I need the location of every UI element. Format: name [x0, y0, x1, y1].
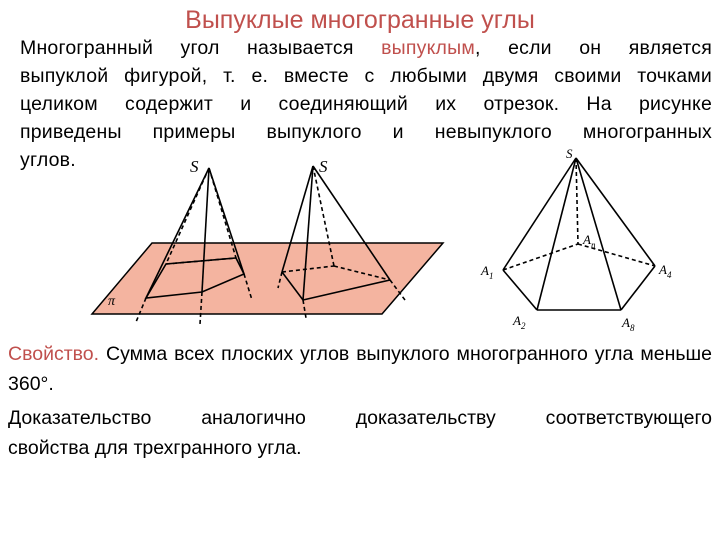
property-text: Сумма всех плоских углов выпуклого многогранного угла меньше 360°.	[8, 343, 712, 395]
proof-line-2: свойства для трехгранного угла.	[8, 437, 302, 459]
proof-line-1: Доказательство аналогично доказательству соответствующего	[8, 407, 712, 429]
page-title: Выпуклые многогранные углы	[185, 6, 535, 34]
vertex-label-a1: $A_1$	[481, 263, 494, 281]
plane-pi	[92, 243, 443, 314]
intro-line-5: углов.	[20, 149, 76, 171]
vertex-label-a4: $A_4$	[659, 262, 672, 280]
highlight-term: выпуклым	[381, 37, 475, 59]
apex-label-s2: S	[319, 157, 328, 176]
figure-polyhedral-angle	[503, 158, 655, 310]
proof-paragraph	[8, 403, 712, 463]
vertex-label-an: $A_n$	[583, 232, 596, 250]
apex-label-s1: S	[190, 157, 199, 176]
intro-line-2: выпуклой фигурой, т. е. вместе с любыми двумя своими точками	[20, 65, 712, 87]
plane-label: π	[108, 294, 116, 309]
vertex-label-a3: $A_8$	[622, 315, 635, 333]
property-label: Свойство.	[8, 343, 100, 365]
vertex-label-a2: $A_2$	[513, 313, 526, 331]
intro-text: , если он является	[474, 37, 712, 59]
apex-label-s3: S	[566, 146, 573, 161]
intro-line-4: приведены примеры выпуклого и невыпуклого многогранных	[20, 121, 712, 143]
figure-convex-nonconvex	[92, 166, 443, 324]
intro-line-3: целиком содержит и соединяющий их отрезок. На рисунке	[20, 93, 712, 115]
intro-text: Многогранный угол называется	[20, 37, 382, 59]
property-paragraph	[8, 339, 712, 399]
